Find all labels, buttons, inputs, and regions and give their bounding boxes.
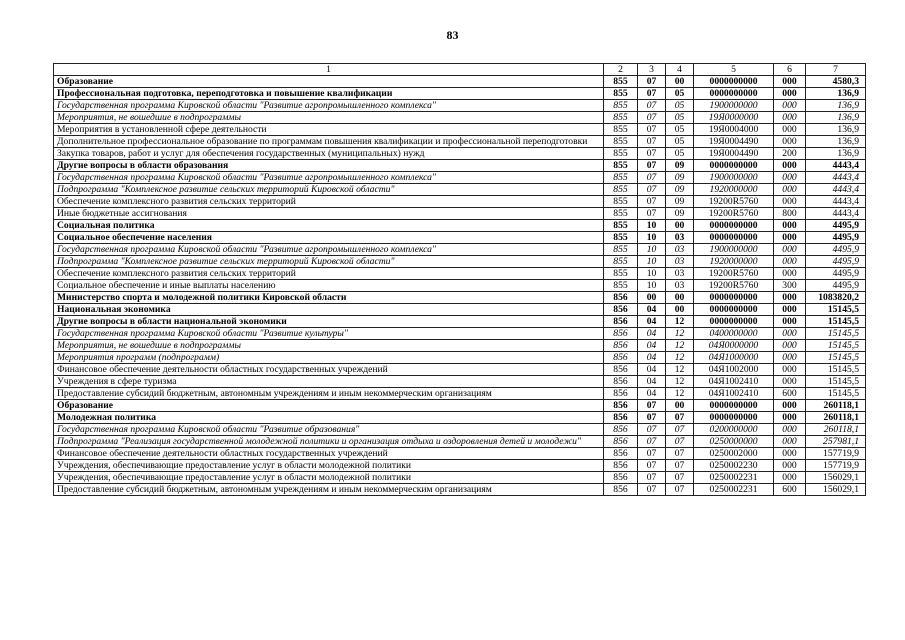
row-section-cell: 07 <box>638 424 666 436</box>
row-amount-cell: 136,9 <box>806 88 866 100</box>
row-name-cell: Государственная программа Кировской области "Развитие агропромышленного комплекса" <box>54 172 604 184</box>
row-name-cell: Мероприятия программ (подпрограмм) <box>54 352 604 364</box>
row-subsection-cell: 05 <box>666 88 694 100</box>
row-expense-type-cell: 000 <box>774 376 806 388</box>
row-target-article-cell: 19Я0000000 <box>694 112 774 124</box>
row-amount-cell: 257981,1 <box>806 436 866 448</box>
row-expense-type-cell: 000 <box>774 160 806 172</box>
row-subsection-cell: 09 <box>666 196 694 208</box>
row-target-article-cell: 0000000000 <box>694 316 774 328</box>
row-name-cell: Учреждения в сфере туризма <box>54 376 604 388</box>
table-row <box>54 484 866 496</box>
table-row <box>54 220 866 232</box>
row-expense-type-cell: 000 <box>774 400 806 412</box>
row-section-cell: 07 <box>638 208 666 220</box>
row-target-article-cell: 04Я0000000 <box>694 340 774 352</box>
column-header-5: 5 <box>694 64 774 76</box>
row-section-cell: 07 <box>638 460 666 472</box>
row-expense-type-cell: 000 <box>774 184 806 196</box>
row-name-cell: Другие вопросы в области национальной экономики <box>54 316 604 328</box>
row-target-article-cell: 1900000000 <box>694 244 774 256</box>
row-subsection-cell: 05 <box>666 148 694 160</box>
row-subsection-cell: 07 <box>666 424 694 436</box>
row-target-article-cell: 0000000000 <box>694 76 774 88</box>
table-row <box>54 136 866 148</box>
row-target-article-cell: 19Я0004490 <box>694 136 774 148</box>
row-expense-type-cell: 000 <box>774 364 806 376</box>
row-amount-cell: 15145,5 <box>806 340 866 352</box>
row-expense-type-cell: 000 <box>774 112 806 124</box>
row-section-cell: 07 <box>638 88 666 100</box>
row-code-cell: 855 <box>604 160 638 172</box>
row-section-cell: 07 <box>638 412 666 424</box>
row-name-cell: Мероприятия в установленной сфере деятельности <box>54 124 604 136</box>
row-target-article-cell: 0000000000 <box>694 88 774 100</box>
table-row <box>54 88 866 100</box>
row-subsection-cell: 09 <box>666 208 694 220</box>
row-code-cell: 856 <box>604 340 638 352</box>
row-section-cell: 07 <box>638 76 666 88</box>
table-row <box>54 268 866 280</box>
row-target-article-cell: 0200000000 <box>694 424 774 436</box>
column-header-3: 3 <box>638 64 666 76</box>
row-section-cell: 10 <box>638 244 666 256</box>
row-subsection-cell: 03 <box>666 244 694 256</box>
table-row <box>54 256 866 268</box>
row-expense-type-cell: 000 <box>774 424 806 436</box>
table-row <box>54 436 866 448</box>
row-code-cell: 855 <box>604 268 638 280</box>
table-row <box>54 340 866 352</box>
row-amount-cell: 4495,9 <box>806 244 866 256</box>
row-code-cell: 855 <box>604 172 638 184</box>
row-expense-type-cell: 000 <box>774 316 806 328</box>
table-row <box>54 364 866 376</box>
row-code-cell: 856 <box>604 460 638 472</box>
row-subsection-cell: 05 <box>666 100 694 112</box>
table-row <box>54 112 866 124</box>
row-code-cell: 856 <box>604 316 638 328</box>
row-subsection-cell: 09 <box>666 172 694 184</box>
row-target-article-cell: 04Я1002410 <box>694 376 774 388</box>
table-row <box>54 304 866 316</box>
row-code-cell: 856 <box>604 412 638 424</box>
row-subsection-cell: 12 <box>666 364 694 376</box>
table-row <box>54 172 866 184</box>
row-section-cell: 10 <box>638 220 666 232</box>
page-number: 83 <box>446 28 459 42</box>
row-expense-type-cell: 000 <box>774 436 806 448</box>
row-amount-cell: 1083820,2 <box>806 292 866 304</box>
row-target-article-cell: 0000000000 <box>694 232 774 244</box>
table-row <box>54 352 866 364</box>
row-code-cell: 855 <box>604 136 638 148</box>
row-section-cell: 10 <box>638 280 666 292</box>
row-code-cell: 855 <box>604 112 638 124</box>
row-code-cell: 856 <box>604 388 638 400</box>
row-subsection-cell: 03 <box>666 256 694 268</box>
row-target-article-cell: 0250002230 <box>694 460 774 472</box>
row-target-article-cell: 1920000000 <box>694 256 774 268</box>
row-amount-cell: 136,9 <box>806 136 866 148</box>
row-code-cell: 855 <box>604 256 638 268</box>
row-expense-type-cell: 000 <box>774 460 806 472</box>
row-target-article-cell: 1920000000 <box>694 184 774 196</box>
row-code-cell: 856 <box>604 304 638 316</box>
row-expense-type-cell: 000 <box>774 352 806 364</box>
row-amount-cell: 15145,5 <box>806 376 866 388</box>
row-amount-cell: 4495,9 <box>806 280 866 292</box>
table-row <box>54 292 866 304</box>
row-subsection-cell: 12 <box>666 316 694 328</box>
row-subsection-cell: 12 <box>666 388 694 400</box>
row-code-cell: 856 <box>604 448 638 460</box>
row-name-cell: Мероприятия, не вошедшие в подпрограммы <box>54 112 604 124</box>
row-name-cell: Молодежная политика <box>54 412 604 424</box>
row-name-cell: Профессиональная подготовка, переподготовка и повышение квалификации <box>54 88 604 100</box>
row-name-cell: Дополнительное профессиональное образование по программам повышения квалификации и профессиональной переподготовки <box>54 136 604 148</box>
row-section-cell: 07 <box>638 136 666 148</box>
row-expense-type-cell: 000 <box>774 100 806 112</box>
row-expense-type-cell: 000 <box>774 136 806 148</box>
row-expense-type-cell: 000 <box>774 256 806 268</box>
row-expense-type-cell: 000 <box>774 124 806 136</box>
row-code-cell: 856 <box>604 424 638 436</box>
row-target-article-cell: 0000000000 <box>694 304 774 316</box>
row-amount-cell: 4443,4 <box>806 196 866 208</box>
column-header-7: 7 <box>806 64 866 76</box>
row-subsection-cell: 05 <box>666 124 694 136</box>
row-section-cell: 04 <box>638 364 666 376</box>
row-code-cell: 856 <box>604 292 638 304</box>
row-section-cell: 10 <box>638 232 666 244</box>
row-subsection-cell: 07 <box>666 448 694 460</box>
row-code-cell: 856 <box>604 352 638 364</box>
column-header-2: 2 <box>604 64 638 76</box>
row-section-cell: 04 <box>638 316 666 328</box>
row-amount-cell: 4443,4 <box>806 208 866 220</box>
row-section-cell: 04 <box>638 388 666 400</box>
row-section-cell: 10 <box>638 256 666 268</box>
row-code-cell: 855 <box>604 232 638 244</box>
table-row <box>54 376 866 388</box>
row-amount-cell: 136,9 <box>806 112 866 124</box>
row-amount-cell: 15145,5 <box>806 328 866 340</box>
row-name-cell: Государственная программа Кировской области "Развитие агропромышленного комплекса" <box>54 244 604 256</box>
row-subsection-cell: 07 <box>666 412 694 424</box>
row-amount-cell: 260118,1 <box>806 400 866 412</box>
row-target-article-cell: 04Я1000000 <box>694 352 774 364</box>
row-amount-cell: 4443,4 <box>806 184 866 196</box>
row-name-cell: Предоставление субсидий бюджетным, автономным учреждениям и иным некоммерческим организациям <box>54 484 604 496</box>
row-expense-type-cell: 000 <box>774 448 806 460</box>
table-row <box>54 400 866 412</box>
row-subsection-cell: 05 <box>666 112 694 124</box>
row-subsection-cell: 03 <box>666 268 694 280</box>
table-row <box>54 232 866 244</box>
row-amount-cell: 260118,1 <box>806 424 866 436</box>
row-amount-cell: 4495,9 <box>806 220 866 232</box>
row-expense-type-cell: 000 <box>774 76 806 88</box>
row-target-article-cell: 0000000000 <box>694 292 774 304</box>
row-subsection-cell: 09 <box>666 184 694 196</box>
row-code-cell: 855 <box>604 208 638 220</box>
row-amount-cell: 15145,5 <box>806 364 866 376</box>
row-expense-type-cell: 600 <box>774 484 806 496</box>
row-target-article-cell: 19200R5760 <box>694 208 774 220</box>
row-amount-cell: 4443,4 <box>806 160 866 172</box>
row-subsection-cell: 03 <box>666 232 694 244</box>
row-amount-cell: 4495,9 <box>806 232 866 244</box>
table-row <box>54 424 866 436</box>
row-expense-type-cell: 000 <box>774 304 806 316</box>
table-row <box>54 388 866 400</box>
row-code-cell: 856 <box>604 484 638 496</box>
row-code-cell: 856 <box>604 364 638 376</box>
row-code-cell: 856 <box>604 436 638 448</box>
row-amount-cell: 136,9 <box>806 100 866 112</box>
row-expense-type-cell: 000 <box>774 472 806 484</box>
row-section-cell: 07 <box>638 184 666 196</box>
row-amount-cell: 15145,5 <box>806 352 866 364</box>
row-name-cell: Подпрограмма "Комплексное развитие сельских территорий Кировской области" <box>54 256 604 268</box>
row-section-cell: 07 <box>638 124 666 136</box>
row-target-article-cell: 0000000000 <box>694 400 774 412</box>
row-name-cell: Финансовое обеспечение деятельности областных государственных учреждений <box>54 364 604 376</box>
row-target-article-cell: 04Я1002410 <box>694 388 774 400</box>
row-section-cell: 04 <box>638 340 666 352</box>
row-code-cell: 856 <box>604 472 638 484</box>
table-row <box>54 448 866 460</box>
table-row <box>54 328 866 340</box>
row-subsection-cell: 00 <box>666 292 694 304</box>
row-name-cell: Обеспечение комплексного развития сельских территорий <box>54 196 604 208</box>
row-subsection-cell: 12 <box>666 328 694 340</box>
row-subsection-cell: 00 <box>666 304 694 316</box>
row-expense-type-cell: 300 <box>774 280 806 292</box>
row-name-cell: Подпрограмма "Комплексное развитие сельских территорий Кировской области" <box>54 184 604 196</box>
row-subsection-cell: 05 <box>666 136 694 148</box>
row-name-cell: Национальная экономика <box>54 304 604 316</box>
row-code-cell: 855 <box>604 148 638 160</box>
row-expense-type-cell: 600 <box>774 388 806 400</box>
table-row <box>54 196 866 208</box>
row-subsection-cell: 12 <box>666 376 694 388</box>
table-header-row <box>54 64 866 76</box>
row-name-cell: Образование <box>54 400 604 412</box>
row-target-article-cell: 19Я0004000 <box>694 124 774 136</box>
row-amount-cell: 260118,1 <box>806 412 866 424</box>
row-amount-cell: 15145,5 <box>806 388 866 400</box>
row-code-cell: 855 <box>604 220 638 232</box>
row-expense-type-cell: 000 <box>774 268 806 280</box>
row-name-cell: Образование <box>54 76 604 88</box>
row-name-cell: Обеспечение комплексного развития сельских территорий <box>54 268 604 280</box>
row-subsection-cell: 00 <box>666 76 694 88</box>
row-section-cell: 04 <box>638 328 666 340</box>
column-header-1: 1 <box>54 64 604 76</box>
row-amount-cell: 15145,5 <box>806 304 866 316</box>
row-code-cell: 855 <box>604 244 638 256</box>
table-row <box>54 316 866 328</box>
column-header-6: 6 <box>774 64 806 76</box>
table-row <box>54 412 866 424</box>
row-name-cell: Социальное обеспечение и иные выплаты населению <box>54 280 604 292</box>
row-target-article-cell: 0250002000 <box>694 448 774 460</box>
budget-table <box>53 63 866 496</box>
row-name-cell: Подпрограмма "Реализация государственной молодежной политики и организация отдыха и оздоровления детей и молодежи" <box>54 436 604 448</box>
table-row <box>54 148 866 160</box>
row-expense-type-cell: 000 <box>774 328 806 340</box>
row-amount-cell: 156029,1 <box>806 484 866 496</box>
row-name-cell: Государственная программа Кировской области "Развитие образования" <box>54 424 604 436</box>
row-code-cell: 856 <box>604 400 638 412</box>
row-expense-type-cell: 000 <box>774 172 806 184</box>
row-amount-cell: 4443,4 <box>806 172 866 184</box>
table-row <box>54 184 866 196</box>
row-code-cell: 855 <box>604 76 638 88</box>
row-name-cell: Социальная политика <box>54 220 604 232</box>
column-header-4: 4 <box>666 64 694 76</box>
row-target-article-cell: 0250000000 <box>694 436 774 448</box>
row-expense-type-cell: 000 <box>774 88 806 100</box>
row-section-cell: 04 <box>638 304 666 316</box>
row-target-article-cell: 0000000000 <box>694 220 774 232</box>
row-section-cell: 00 <box>638 292 666 304</box>
row-expense-type-cell: 000 <box>774 244 806 256</box>
row-subsection-cell: 07 <box>666 436 694 448</box>
row-subsection-cell: 00 <box>666 400 694 412</box>
row-amount-cell: 136,9 <box>806 124 866 136</box>
row-section-cell: 07 <box>638 400 666 412</box>
row-name-cell: Социальное обеспечение населения <box>54 232 604 244</box>
row-name-cell: Учреждения, обеспечивающие предоставление услуг в области молодежной политики <box>54 460 604 472</box>
row-expense-type-cell: 200 <box>774 148 806 160</box>
row-section-cell: 10 <box>638 268 666 280</box>
table-row <box>54 244 866 256</box>
table-row <box>54 100 866 112</box>
table-row <box>54 124 866 136</box>
row-amount-cell: 136,9 <box>806 148 866 160</box>
row-subsection-cell: 07 <box>666 472 694 484</box>
row-target-article-cell: 0000000000 <box>694 412 774 424</box>
row-subsection-cell: 12 <box>666 352 694 364</box>
row-amount-cell: 157719,9 <box>806 460 866 472</box>
row-expense-type-cell: 000 <box>774 340 806 352</box>
row-expense-type-cell: 000 <box>774 220 806 232</box>
row-section-cell: 07 <box>638 472 666 484</box>
row-amount-cell: 157719,9 <box>806 448 866 460</box>
table-row <box>54 76 866 88</box>
row-code-cell: 855 <box>604 124 638 136</box>
row-target-article-cell: 04Я1002000 <box>694 364 774 376</box>
table-row <box>54 208 866 220</box>
row-target-article-cell: 19Я0004490 <box>694 148 774 160</box>
row-target-article-cell: 0250002231 <box>694 484 774 496</box>
row-subsection-cell: 07 <box>666 460 694 472</box>
row-code-cell: 856 <box>604 328 638 340</box>
row-name-cell: Министерство спорта и молодежной политики Кировской области <box>54 292 604 304</box>
row-code-cell: 855 <box>604 184 638 196</box>
row-code-cell: 855 <box>604 196 638 208</box>
row-target-article-cell: 0250002231 <box>694 472 774 484</box>
row-section-cell: 07 <box>638 172 666 184</box>
row-target-article-cell: 0400000000 <box>694 328 774 340</box>
row-name-cell: Другие вопросы в области образования <box>54 160 604 172</box>
row-name-cell: Мероприятия, не вошедшие в подпрограммы <box>54 340 604 352</box>
row-section-cell: 07 <box>638 148 666 160</box>
row-section-cell: 07 <box>638 436 666 448</box>
row-code-cell: 856 <box>604 376 638 388</box>
row-section-cell: 04 <box>638 352 666 364</box>
row-amount-cell: 156029,1 <box>806 472 866 484</box>
row-target-article-cell: 1900000000 <box>694 172 774 184</box>
row-code-cell: 855 <box>604 88 638 100</box>
row-section-cell: 07 <box>638 196 666 208</box>
row-amount-cell: 4580,3 <box>806 76 866 88</box>
row-section-cell: 04 <box>638 376 666 388</box>
row-subsection-cell: 03 <box>666 280 694 292</box>
row-name-cell: Финансовое обеспечение деятельности областных государственных учреждений <box>54 448 604 460</box>
row-name-cell: Государственная программа Кировской области "Развитие агропромышленного комплекса" <box>54 100 604 112</box>
row-subsection-cell: 12 <box>666 340 694 352</box>
row-subsection-cell: 07 <box>666 484 694 496</box>
row-code-cell: 855 <box>604 100 638 112</box>
table-row <box>54 460 866 472</box>
row-amount-cell: 4495,9 <box>806 256 866 268</box>
table-row <box>54 280 866 292</box>
row-name-cell: Закупка товаров, работ и услуг для обеспечения государственных (муниципальных) нужд <box>54 148 604 160</box>
row-name-cell: Иные бюджетные ассигнования <box>54 208 604 220</box>
row-name-cell: Предоставление субсидий бюджетным, автономным учреждениям и иным некоммерческим организациям <box>54 388 604 400</box>
table-row <box>54 160 866 172</box>
row-expense-type-cell: 000 <box>774 196 806 208</box>
row-section-cell: 07 <box>638 448 666 460</box>
row-expense-type-cell: 000 <box>774 292 806 304</box>
row-subsection-cell: 00 <box>666 220 694 232</box>
row-section-cell: 07 <box>638 160 666 172</box>
row-name-cell: Государственная программа Кировской области "Развитие культуры" <box>54 328 604 340</box>
row-section-cell: 07 <box>638 100 666 112</box>
row-expense-type-cell: 800 <box>774 208 806 220</box>
row-subsection-cell: 09 <box>666 160 694 172</box>
row-target-article-cell: 0000000000 <box>694 160 774 172</box>
row-section-cell: 07 <box>638 484 666 496</box>
row-section-cell: 07 <box>638 112 666 124</box>
row-code-cell: 855 <box>604 280 638 292</box>
row-amount-cell: 15145,5 <box>806 316 866 328</box>
row-target-article-cell: 1900000000 <box>694 100 774 112</box>
row-target-article-cell: 19200R5760 <box>694 196 774 208</box>
row-name-cell: Учреждения, обеспечивающие предоставление услуг в области молодежной политики <box>54 472 604 484</box>
row-target-article-cell: 19200R5760 <box>694 268 774 280</box>
table-row <box>54 472 866 484</box>
row-target-article-cell: 19200R5760 <box>694 280 774 292</box>
row-expense-type-cell: 000 <box>774 232 806 244</box>
row-expense-type-cell: 000 <box>774 412 806 424</box>
row-amount-cell: 4495,9 <box>806 268 866 280</box>
